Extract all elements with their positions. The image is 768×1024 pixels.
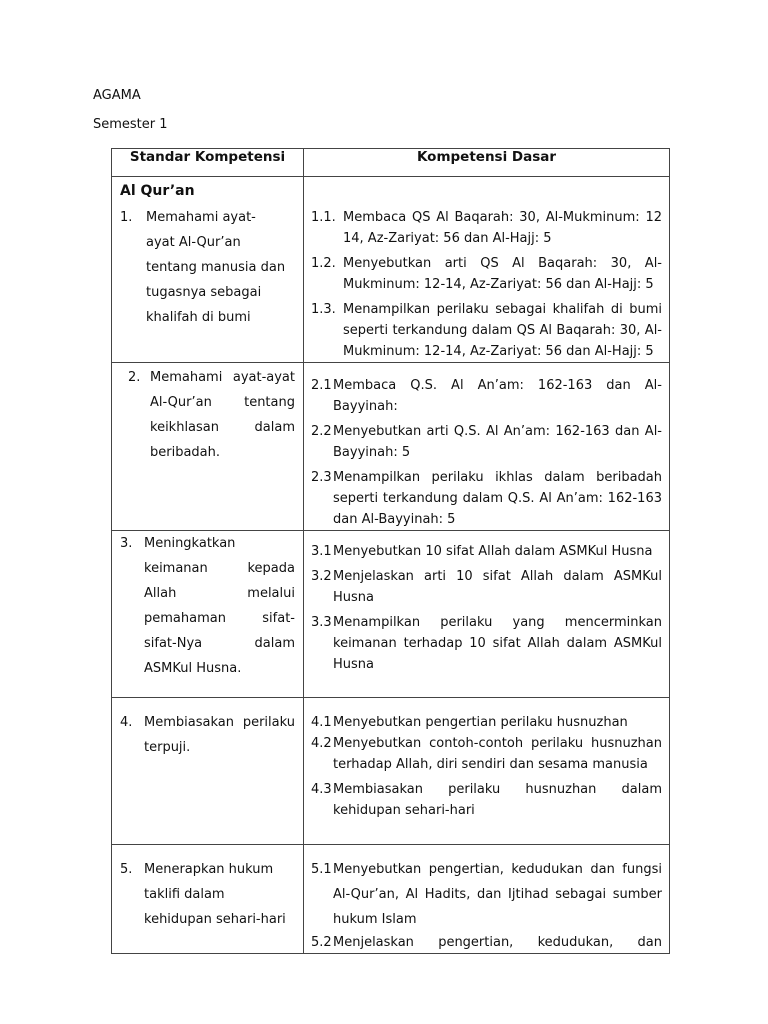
- kd-item: 1.2. Menyebutkan arti QS Al Baqarah: 30, Al-Mukminum: 12-14, Az-Zariyat: 56 dan Al-Hajj: 5: [311, 256, 662, 292]
- sk-line: tugasnya sebagai: [146, 285, 262, 300]
- kd-item: 2.2 Menyebutkan arti Q.S. Al An’am: 162-163 dan Al-Bayyinah: 5: [311, 424, 662, 460]
- sk-line: Menerapkan hukum: [144, 862, 274, 877]
- sk-line: taklifi dalam: [144, 887, 225, 902]
- sk-line: tentang manusia dan: [146, 260, 286, 275]
- sk-cell: [112, 531, 304, 698]
- kd-item: 4.3 Membiasakan perilaku husnuzhan dalam kehidupan sehari-hari: [311, 782, 662, 818]
- kd-item: 4.2 Menyebutkan contoh-contoh perilaku husnuzhan terhadap Allah, diri sendiri dan sesama manusia: [311, 736, 662, 772]
- kd-item: 3.1 Menyebutkan 10 sifat Allah dalam ASMKul Husna: [311, 544, 653, 559]
- table-row: [112, 698, 670, 845]
- sk-line: kehidupan sehari-hari: [144, 912, 286, 927]
- section-label: Al Qur’an: [120, 183, 195, 199]
- sk-line: ayat Al-Qur’an: [146, 235, 241, 250]
- competency-table: [111, 148, 670, 954]
- kd-item: 4.1 Menyebutkan pengertian perilaku husnuzhan: [311, 715, 628, 730]
- subject-title: AGAMA: [93, 88, 141, 103]
- sk-cell: [112, 698, 304, 845]
- sk-number: 2.: [128, 370, 141, 385]
- sk-cell: [112, 363, 304, 531]
- semester-label: Semester 1: [93, 117, 168, 132]
- kd-cell: [304, 531, 670, 698]
- table-row: [112, 177, 670, 363]
- table-row: [112, 363, 670, 531]
- kd-cell: [304, 177, 670, 363]
- sk-text: Meningkatkan keimanan kepada Allah melalui pemahaman sifat-sifat-Nya dalam ASMKul Husna.: [144, 536, 295, 676]
- sk-number: 5.: [120, 862, 133, 877]
- table-header-row: [112, 149, 670, 177]
- sk-line: khalifah di bumi: [146, 310, 251, 325]
- col-header-dasar: Kompetensi Dasar: [304, 149, 670, 177]
- sk-cell: [112, 845, 304, 954]
- sk-line: Memahami ayat-: [146, 210, 256, 225]
- kd-cell: [304, 363, 670, 531]
- sk-text: Memahami ayat-ayat Al-Qur’an tentang keikhlasan dalam beribadah.: [150, 370, 295, 460]
- col-header-standar: Standar Kompetensi: [112, 149, 304, 177]
- sk-cell: [112, 177, 304, 363]
- sk-text: [146, 205, 285, 330]
- kd-cell: [304, 845, 670, 954]
- sk-number: 4.: [120, 715, 133, 730]
- kd-item: 1.3. Menampilkan perilaku sebagai khalifah di bumi seperti terkandung dalam QS Al Baqarah: 30, Al-Mukminum: 12-14, Az-Zariyat: 56 dan Al-Hajj: 5: [311, 302, 662, 359]
- sk-number: 3.: [120, 536, 133, 551]
- table-row: [112, 845, 670, 954]
- kd-item: 1.1. Membaca QS Al Baqarah: 30, Al-Mukminum: 12 14, Az-Zariyat: 56 dan Al-Hajj: 5: [311, 210, 662, 246]
- kd-item: 2.1 Membaca Q.S. Al An’am: 162-163 dan Al-Bayyinah:: [311, 378, 662, 414]
- kd-cell: [304, 698, 670, 845]
- kd-item: 2.3 Menampilkan perilaku ikhlas dalam beribadah seperti terkandung dalam Q.S. Al An’am: 162-163 dan Al-Bayyinah: 5: [311, 470, 662, 527]
- sk-number: 1.: [120, 210, 133, 225]
- sk-text: [144, 857, 286, 932]
- kd-item: 3.3 Menampilkan perilaku yang mencerminkan keimanan terhadap 10 sifat Allah dalam ASMKul Husna: [311, 615, 662, 672]
- sk-text: Membiasakan perilaku terpuji.: [144, 715, 295, 755]
- kd-item: 3.2 Menjelaskan arti 10 sifat Allah dalam ASMKul Husna: [311, 569, 662, 605]
- kd-item: 5.2 Menjelaskan pengertian, kedudukan, dan: [311, 935, 662, 950]
- table-row: [112, 531, 670, 698]
- kd-item: 5.1 Menyebutkan pengertian, kedudukan dan fungsi Al-Qur’an, Al Hadits, dan Ijtihad sebagai sumber hukum Islam: [311, 862, 662, 927]
